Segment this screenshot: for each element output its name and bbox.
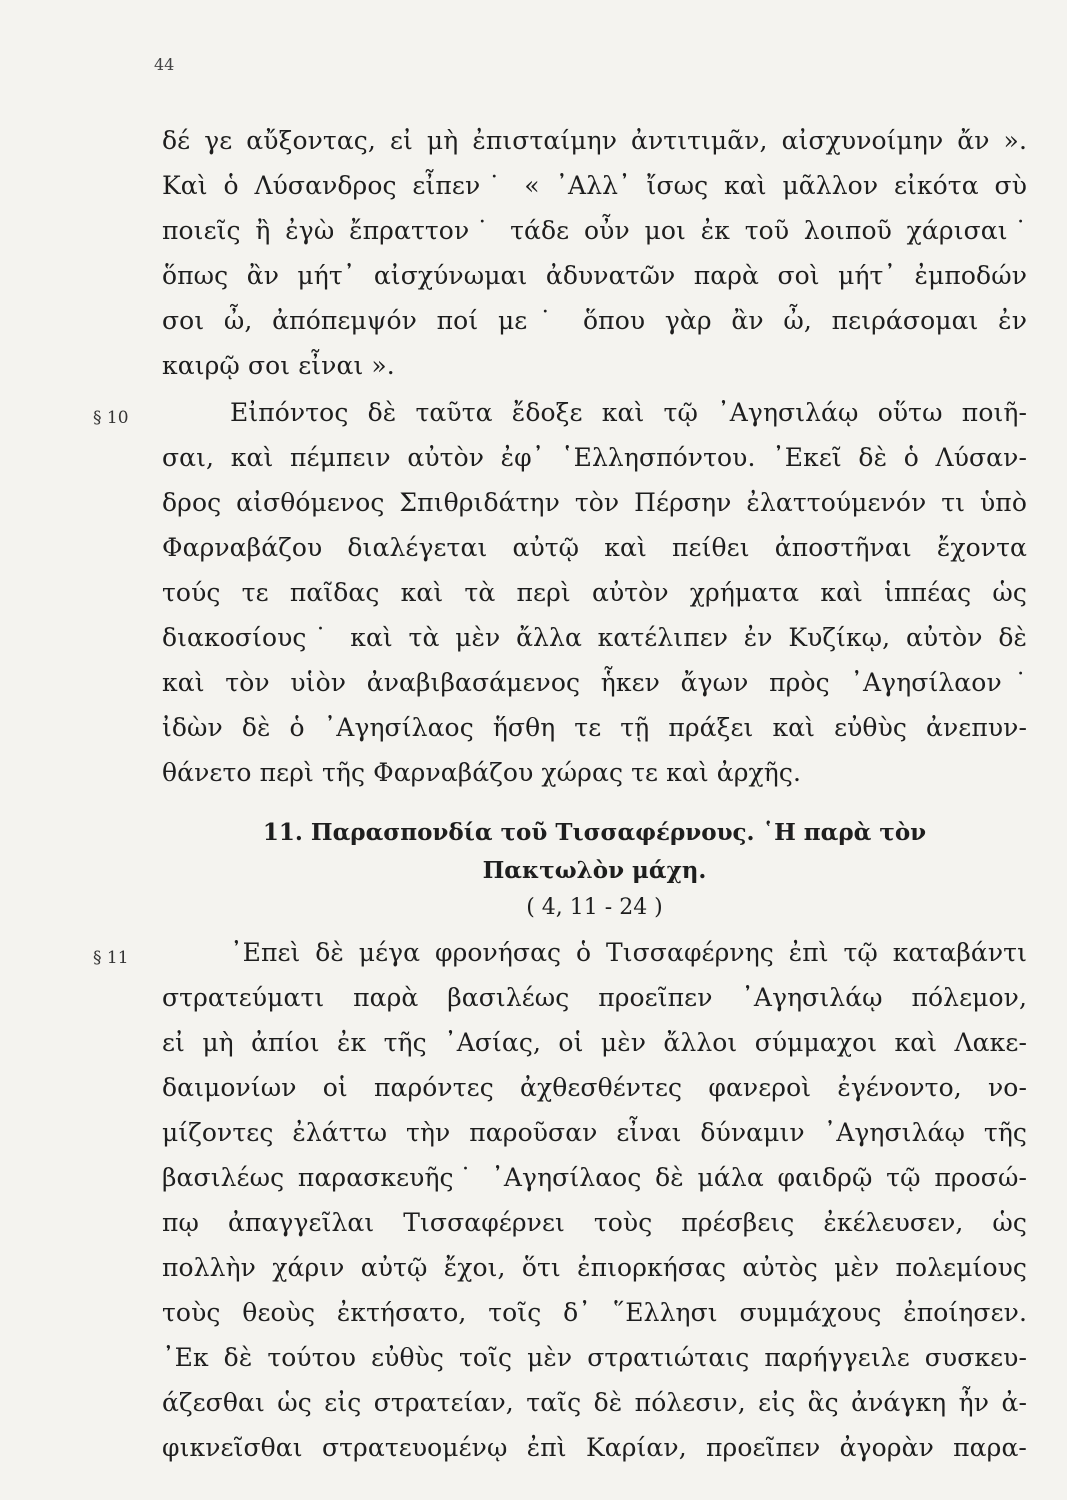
text-line: Εἰπόντος δὲ ταῦτα ἔδοξε καὶ τῷ ᾿Αγησιλάῳ οὕτω ποιῆ- (230, 398, 1027, 427)
text-line: θάνετο περὶ τῆς Φαρναβάζου χώρας τε καὶ ἀρχῆς. (162, 758, 802, 787)
text-line: καὶ τὸν υἱὸν ἀναβιβασάμενος ἧκεν ἄγων πρὸς ᾿Αγησίλαον˙ (162, 668, 1027, 697)
text-line: ὅπως ἂν μήτ᾿ αἰσχύνωμαι ἀδυνατῶν παρὰ σοὶ μήτ᾿ ἐμποδών (162, 261, 1027, 290)
text-line: διακοσίους˙ καὶ τὰ μὲν ἄλλα κατέλιπεν ἐν Κυζίκῳ, αὐτὸν δὲ (162, 623, 1027, 652)
text-line: Φαρναβάζου διαλέγεται αὐτῷ καὶ πείθει ἀποστῆναι ἔχοντα (162, 533, 1027, 562)
text-line: σοι ὦ, ἀπόπεμψόν ποί με˙ ὅπου γὰρ ἂν ὦ, πειράσομαι ἐν (162, 306, 1027, 335)
text-line: πολλὴν χάριν αὐτῷ ἔχοι, ὅτι ἐπιορκήσας αὐτὸς μὲν πολεμίους (162, 1253, 1027, 1282)
text-line: φικνεῖσθαι στρατευομένῳ ἐπὶ Καρίαν, προεῖπεν ἀγορὰν παρα- (162, 1433, 1027, 1462)
section-marker-11: § 11 (93, 948, 129, 968)
text-line: στρατεύματι παρὰ βασιλέως προεῖπεν ᾿Αγησιλάῳ πόλεμον, (162, 983, 1027, 1012)
text-line: άζεσθαι ὡς εἰς στρατείαν, ταῖς δὲ πόλεσιν, εἰς ἃς ἀνάγκη ἦν ἀ- (162, 1388, 1027, 1417)
text-line: δέ γε αὔξοντας, εἰ μὴ ἐπισταίμην ἀντιτιμᾶν, αἰσχυνοίμην ἄν ». (162, 126, 1027, 155)
text-line: καιρῷ σοι εἶναι ». (162, 351, 395, 380)
text-line: σαι, καὶ πέμπειν αὐτὸν ἐφ᾿ ῾Ελλησπόντου. ᾿Εκεῖ δὲ ὁ Λύσαν- (162, 443, 1027, 472)
text-line: τοὺς θεοὺς ἐκτήσατο, τοῖς δ᾿ ῞Ελλησι συμμάχους ἐποίησεν. (162, 1298, 1027, 1327)
text-line: μίζοντες ἐλάττω τὴν παροῦσαν εἶναι δύναμιν ᾿Αγησιλάῳ τῆς (162, 1118, 1027, 1147)
text-line: δαιμονίων οἱ παρόντες ἀχθεσθέντες φανεροὶ ἐγένοντο, νο- (162, 1073, 1027, 1102)
text-line: πῳ ἀπαγγεῖλαι Τισσαφέρνει τοὺς πρέσβεις ἐκέλευσεν, ὡς (162, 1208, 1027, 1237)
text-line: ᾿Εκ δὲ τούτου εὐθὺς τοῖς μὲν στρατιώταις παρήγγειλε συσκευ- (162, 1343, 1027, 1372)
text-line: ἰδὼν δὲ ὁ ᾿Αγησίλαος ἥσθη τε τῇ πράξει καὶ εὐθὺς ἀνεπυν- (162, 713, 1027, 742)
chapter-reference: ( 4, 11 - 24 ) (526, 895, 663, 920)
text-line: ποιεῖς ἢ ἐγὼ ἔπραττον˙ τάδε οὖν μοι ἐκ τοῦ λοιποῦ χάρισαι˙ (162, 216, 1027, 245)
text-line: ᾿Επεὶ δὲ μέγα φρονήσας ὁ Τισσαφέρνης ἐπὶ τῷ καταβάντι (230, 938, 1027, 967)
text-line: εἰ μὴ ἀπίοι ἐκ τῆς ᾿Ασίας, οἱ μὲν ἄλλοι σύμμαχοι καὶ Λακε- (162, 1028, 1027, 1057)
section-marker-10: § 10 (93, 408, 129, 428)
text-line: Καὶ ὁ Λύσανδρος εἶπεν˙ « ᾿Αλλ᾿ ἴσως καὶ μᾶλλον εἰκότα σὺ (162, 171, 1027, 200)
page-number: 44 (154, 55, 175, 74)
text-line: δρος αἰσθόμενος Σπιθριδάτην τὸν Πέρσην ἐλαττούμενόν τι ὑπὸ (162, 488, 1027, 517)
text-line: τούς τε παῖδας καὶ τὰ περὶ αὐτὸν χρήματα καὶ ἱππέας ὡς (162, 578, 1027, 607)
chapter-heading-line-1: 11. Παρασπονδία τοῦ Τισσαφέρνους. ῾Η παρὰ τὸν (262, 819, 927, 846)
chapter-heading-line-2: Πακτωλὸν μάχη. (482, 857, 707, 884)
text-line: βασιλέως παρασκευῆς˙ ᾿Αγησίλαος δὲ μάλα φαιδρῷ τῷ προσώ- (162, 1163, 1027, 1192)
